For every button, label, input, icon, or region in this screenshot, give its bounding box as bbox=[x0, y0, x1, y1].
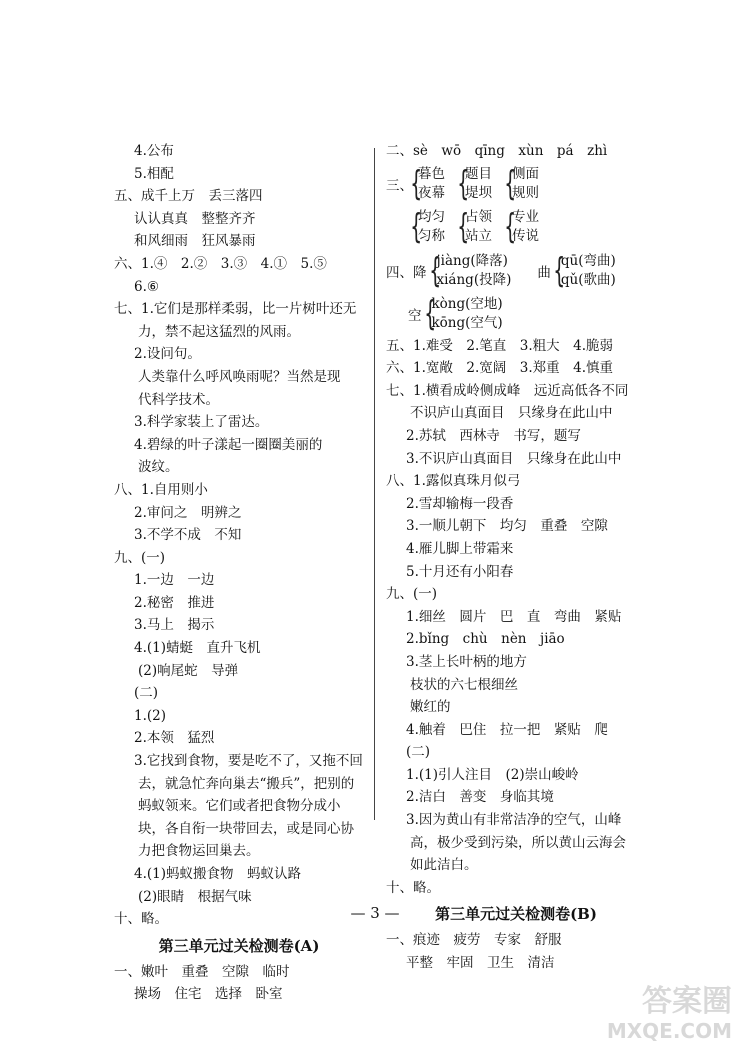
brace-icon: { bbox=[553, 250, 566, 291]
answer-line: 2.雪却输梅一段香 bbox=[406, 495, 514, 512]
answer-line: 3.一顺儿朝下 均匀 重叠 空隙 bbox=[406, 518, 608, 535]
watermark-text: MXQE.COM bbox=[606, 1019, 732, 1043]
answer-line: 操场 住宅 选择 卧室 bbox=[134, 986, 283, 1003]
pinyin-entry: jiàng(降落) bbox=[436, 252, 508, 269]
brace-group bbox=[455, 165, 492, 203]
answer-line: 波纹。 bbox=[138, 459, 179, 476]
answer-line: 十、略。 bbox=[386, 879, 440, 896]
answer-line: 去，就急忙奔向巢去“搬兵”，把别的 bbox=[138, 775, 355, 792]
word: 暮色 bbox=[418, 165, 445, 182]
answer-line: 六、1.宽敞 2.宽阔 3.郑重 4.慎重 bbox=[386, 360, 614, 377]
answer-line: 4.(1)蚂蚁搬食物 蚂蚁认路 bbox=[134, 866, 302, 882]
word: 传说 bbox=[512, 227, 539, 244]
left-column bbox=[114, 140, 364, 1006]
answer-line: 十、略。 bbox=[114, 911, 168, 928]
pinyin-entry: qǔ(歌曲) bbox=[560, 271, 616, 288]
word: 占领 bbox=[465, 208, 492, 225]
answer-line: 1.细丝 圆片 巴 直 弯曲 紧贴 bbox=[406, 608, 622, 625]
answer-line: 3.茎上长叶柄的地方 bbox=[406, 653, 527, 670]
answer-line: 枝状的六七根细丝 bbox=[410, 676, 518, 693]
brace-icon: { bbox=[457, 163, 470, 204]
answer-line: 2.设问句。 bbox=[134, 346, 201, 363]
answer-line: 八、1.露似真珠月似弓 bbox=[386, 473, 521, 490]
brace-icon: { bbox=[423, 293, 436, 334]
answer-line: 七、1.横看成岭侧成峰 远近高低各不同 bbox=[386, 382, 629, 399]
pinyin-entry: qū(弯曲) bbox=[560, 252, 616, 269]
brace-group bbox=[502, 165, 539, 203]
answer-line: 认认真真 整整齐齐 bbox=[134, 210, 256, 227]
answer-line: 2.苏轼 西林寺 书写，题写 bbox=[406, 427, 581, 444]
section-heading-a: 第三单元过关检测卷(A) bbox=[158, 936, 320, 955]
brace-icon: { bbox=[504, 206, 517, 247]
answer-line: 和风细雨 狂风暴雨 bbox=[134, 233, 256, 250]
brace-group bbox=[408, 208, 445, 246]
answer-line: 2.洁白 善变 身临其境 bbox=[406, 789, 554, 806]
answer-line: 五、1.难受 2.笔直 3.粗大 4.脆弱 bbox=[386, 337, 614, 354]
answer-line: 3.不学不成 不知 bbox=[134, 527, 242, 544]
brace-icon: { bbox=[410, 163, 423, 204]
answer-line: 2.审问之 明辨之 bbox=[134, 504, 242, 521]
character-label: 曲 bbox=[537, 264, 551, 281]
pinyin-entry: kòng(空地) bbox=[431, 295, 503, 312]
answer-line: 5.相配 bbox=[134, 165, 174, 182]
answer-line: 2.秘密 推进 bbox=[134, 594, 215, 611]
section-heading-b: 第三单元过关检测卷(B) bbox=[435, 905, 597, 924]
page-number bbox=[0, 904, 750, 922]
word: 题目 bbox=[465, 165, 492, 182]
answer-line: 4.(1)蜻蜓 直升飞机 bbox=[134, 640, 261, 657]
watermark-text: 答案圈 bbox=[642, 984, 732, 1019]
word: 均匀 bbox=[418, 208, 445, 225]
answer-line: (2)眼睛 根据气味 bbox=[138, 888, 252, 905]
answer-line: 3.科学家装上了雷达。 bbox=[134, 414, 269, 431]
brace-group-row bbox=[386, 205, 646, 249]
brace-group-row bbox=[386, 249, 646, 293]
answer-line: 代科学技术。 bbox=[138, 391, 219, 408]
answer-line: 4.碧绿的叶子漾起一圈圈美丽的 bbox=[134, 436, 323, 453]
answer-line: 二、sè wō qīng xùn pá zhì bbox=[386, 143, 608, 159]
answer-line: 人类靠什么呼风唤雨呢？当然是现 bbox=[138, 368, 341, 385]
answer-line: 3.马上 揭示 bbox=[134, 617, 215, 634]
answer-line: 五、成千上万 丢三落四 bbox=[114, 188, 263, 205]
brace-group bbox=[408, 165, 445, 203]
answer-line: 如此洁白。 bbox=[410, 857, 478, 874]
answer-line: 1.(2) bbox=[134, 707, 167, 724]
answer-line: 1.(1)引人注目 (2)崇山峻岭 bbox=[406, 766, 579, 783]
word: 专业 bbox=[512, 208, 539, 225]
answer-line: 2.本领 猛烈 bbox=[134, 730, 215, 747]
answer-line: 力，禁不起这猛烈的风雨。 bbox=[138, 323, 300, 340]
answer-line: (二) bbox=[134, 685, 159, 702]
answer-line: 蚂蚁领来。它们或者把食物分成小 bbox=[138, 798, 341, 815]
column-divider bbox=[374, 148, 375, 820]
answer-line: (2)响尾蛇 导弹 bbox=[138, 662, 239, 679]
pinyin-entry: kōng(空气) bbox=[431, 314, 503, 331]
brace-group bbox=[427, 252, 512, 290]
answer-line: 七、1.它们是那样柔弱，比一片树叶还无 bbox=[114, 301, 357, 318]
answer-line: 4.触着 巴住 拉一把 紧贴 爬 bbox=[406, 721, 608, 738]
brace-group bbox=[551, 252, 616, 290]
answer-line: 3.因为黄山有非常洁净的空气，山峰 bbox=[406, 812, 622, 829]
brace-icon: { bbox=[428, 250, 441, 291]
question-number: 四、降 bbox=[386, 264, 427, 281]
word: 夜幕 bbox=[418, 184, 445, 201]
answer-line: 6.⑥ bbox=[134, 278, 159, 295]
answer-line: 块，各自衔一块带回去，或是同心协 bbox=[138, 820, 354, 837]
answer-line: 六、1.④ 2.② 3.③ 4.① 5.⑤ bbox=[114, 255, 327, 272]
right-column bbox=[386, 140, 646, 975]
brace-icon: { bbox=[457, 206, 470, 247]
answer-line: 九、(一) bbox=[114, 549, 166, 566]
answer-line: 嫩红的 bbox=[410, 699, 451, 716]
answer-line: (二) bbox=[406, 744, 431, 761]
answer-line: 3.它找到食物，要是吃不了，又拖不回 bbox=[134, 753, 363, 770]
brace-icon: { bbox=[504, 163, 517, 204]
pinyin-entry: xiáng(投降) bbox=[436, 271, 512, 288]
answer-line: 力把食物运回巢去。 bbox=[138, 843, 260, 860]
answer-line: 一、痕迹 疲劳 专家 舒服 bbox=[386, 932, 562, 949]
page-number-text: — 3 — bbox=[350, 904, 400, 922]
answer-line: 1.一边 一边 bbox=[134, 572, 215, 589]
brace-group-row bbox=[386, 163, 646, 205]
answer-line: 九、(一) bbox=[386, 586, 438, 603]
brace-icon: { bbox=[410, 206, 423, 247]
answer-line: 高，极少受到污染，所以黄山云海会 bbox=[410, 834, 626, 851]
brace-group bbox=[422, 295, 503, 333]
brace-group-row bbox=[386, 293, 646, 335]
brace-group bbox=[502, 208, 539, 246]
answer-line: 5.十月还有小阳春 bbox=[406, 563, 514, 580]
word: 站立 bbox=[465, 227, 492, 244]
word: 堤坝 bbox=[465, 184, 492, 201]
answer-line: 2.bǐng chù nèn jiāo bbox=[406, 631, 565, 648]
brace-group bbox=[455, 208, 492, 246]
word: 匀称 bbox=[418, 227, 445, 244]
answer-line: 平整 牢固 卫生 清洁 bbox=[406, 955, 555, 972]
character-label: 空 bbox=[408, 307, 422, 324]
watermark-logo bbox=[582, 985, 732, 1047]
answer-line: 不识庐山真面目 只缘身在此山中 bbox=[410, 405, 613, 422]
word: 侧面 bbox=[512, 165, 539, 182]
answer-line: 3.不识庐山真面目 只缘身在此山中 bbox=[406, 450, 622, 467]
word: 规则 bbox=[512, 184, 539, 201]
answer-line: 八、1.自用则小 bbox=[114, 481, 208, 498]
answer-line: 4.公布 bbox=[134, 143, 174, 159]
answer-line: 一、嫩叶 重叠 空隙 临时 bbox=[114, 963, 290, 980]
question-number: 三、 bbox=[386, 177, 413, 194]
answer-line: 4.雁儿脚上带霜来 bbox=[406, 540, 514, 557]
